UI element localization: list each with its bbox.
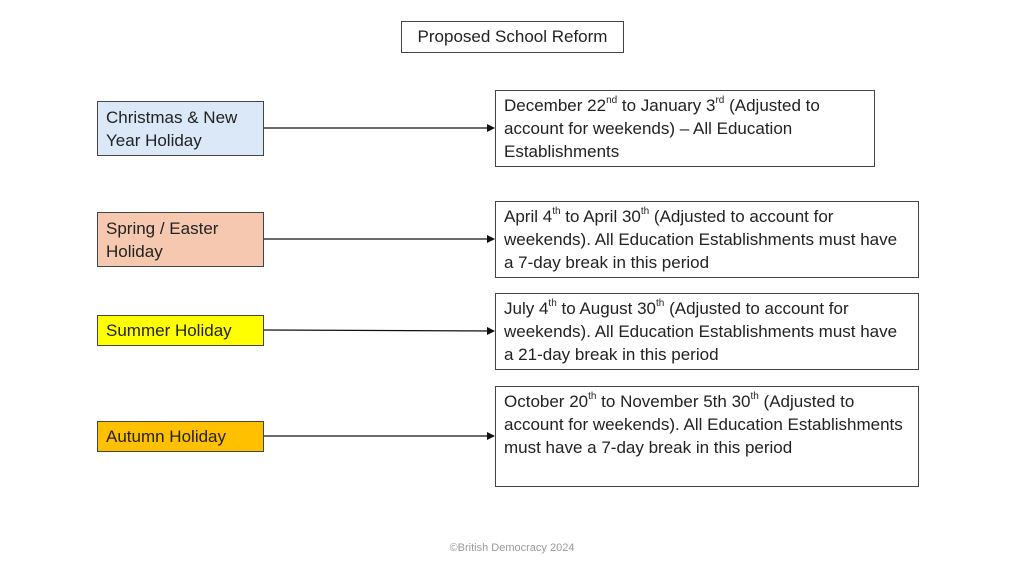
christmas-holiday-description	[495, 90, 875, 167]
desc-text: to April 30	[560, 207, 641, 226]
desc-superscript: rd	[715, 95, 725, 107]
summer-holiday-label: Summer Holiday	[97, 315, 264, 346]
desc-text: (Adjusted to account for weekends). All Education Establishments must have a 21-day break in this period	[504, 299, 898, 364]
desc-text: (Adjusted to account for weekends). All Education Establishments must have a 7-day break in this period	[504, 207, 898, 272]
desc-text: (Adjusted to account for weekends). All Education Establishments must have a 7-day break in this period	[504, 392, 903, 457]
autumn-holiday-description	[495, 386, 919, 487]
desc-text: (Adjusted to account for weekends) – All Education Establishments	[504, 96, 820, 161]
desc-superscript: th	[656, 298, 665, 310]
arrow-summer	[264, 330, 494, 331]
desc-superscript: th	[552, 206, 561, 218]
summer-holiday-description	[495, 293, 919, 370]
desc-superscript: th	[548, 298, 557, 310]
desc-text: to August 30	[556, 299, 657, 318]
desc-text: December 22	[504, 96, 607, 115]
spring-holiday-description	[495, 201, 919, 278]
spring-holiday-label: Spring / Easter Holiday	[97, 212, 264, 267]
desc-text: October 20	[504, 392, 589, 411]
christmas-holiday-label: Christmas & New Year Holiday	[97, 101, 264, 156]
desc-superscript: nd	[606, 95, 618, 107]
desc-text: to January 3	[617, 96, 716, 115]
autumn-holiday-label: Autumn Holiday	[97, 421, 264, 452]
copyright-footer: ©British Democracy 2024	[449, 542, 575, 554]
desc-superscript: th	[750, 391, 759, 403]
desc-superscript: th	[640, 206, 650, 218]
desc-text: April 4	[504, 207, 553, 226]
page-title: Proposed School Reform	[401, 21, 624, 53]
desc-text: to November 5th 30	[596, 392, 751, 411]
desc-superscript: th	[588, 391, 597, 403]
desc-text: July 4	[504, 299, 549, 318]
